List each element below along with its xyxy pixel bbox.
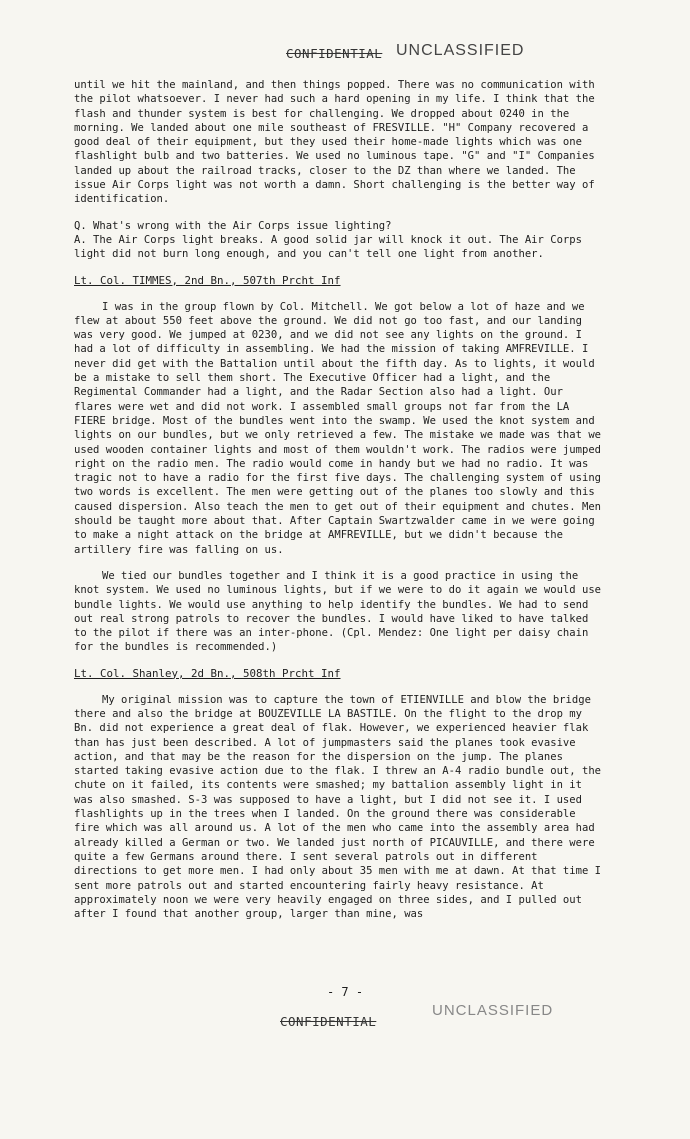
document-body [74, 78, 604, 921]
section-heading-timmes: Lt. Col. TIMMES, 2nd Bn., 507th Prcht Inf [74, 273, 341, 287]
unclassified-stamp: UNCLASSIFIED [396, 42, 525, 59]
paragraph-shanley-1: My original mission was to capture the town of ETIENVILLE and blow the bridge there and also the bridge at BOUZEVILLE LA BASTILE. On the flight to the drop my Bn. did not experience a great deal of flak. However, we experienced heavier flak than has just been described. A lot of jumpmasters said the planes took evasive action, and that may be the reason for the dispersion on the jump. The planes started taking evasive action due to the flak. I threw an A-4 radio bundle out, the chute on it failed, its contents were smashed; my battalion assembly light in it was also smashed. S-3 was supposed to have a light, but I did not see it. I used flashlights up in the trees when I landed. On the ground there was considerable fire which was all around us. A lot of the men who came into the assembly area had already killed a German or two. We landed just north of PICAUVILLE, and there were quite a few Germans around there. I sent several patrols out in different directions to get more men. I had only about 35 men with me at dawn. At that time I sent more patrols out and started encountering fairly heavy resistance. At approximately noon we were very heavily engaged on three sides, and I pulled out after I found that another group, larger than mine, was [74, 693, 602, 921]
page-number: - 7 - [326, 985, 364, 999]
paragraph-timmes-2: We tied our bundles together and I think it is a good practice in using the knot system. We used no luminous lights, but if we were to do it again we would use bundle lights. We would use anything to help identify the bundles. We had to send out real strong patrols to recover the bundles. I would have liked to have talked to the pilot if there was an inter-phone. (Cpl. Mendez: One light per daisy chain for the bundles is recommended.) [74, 569, 602, 654]
section-heading-shanley: Lt. Col. Shanley, 2d Bn., 508th Prcht Inf [74, 666, 341, 680]
unclassified-stamp-footer: UNCLASSIFIED [432, 1002, 554, 1019]
confidential-stamp-struck: CONFIDENTIAL [286, 46, 383, 61]
page-header [280, 40, 580, 64]
paragraph-timmes-1: I was in the group flown by Col. Mitchell. We got below a lot of haze and we flew at about 550 feet above the ground. We did not go too fast, and our landing was very good. We jumped at 0230, and we did not see any lights on the ground. I had a lot of difficulty in assembling. We had the mission of taking AMFREVILLE. I never did get with the Battalion until about the fifth day. As to lights, it would be a mistake to sell them short. The Executive Officer had a light, and the Regimental Commander had a light, and the Radar Section also had a light. Our flares were wet and did not work. I assembled small groups not far from the LA FIERE bridge. Most of the bundles went into the swamp. We used the knot system and lights on our bundles, but we only retrieved a few. The mistake we made was that we used wooden container lights and most of them wouldn't work. The radios were jumped right on the radio men. The radio would come in handy but we had no radio. It was tragic not to have a radio for the first five days. The challenging system of using two words is excellent. The men were getting out of the planes too slowly and this caused dispersion. Also teach the men to get out of their equipment and chutes. Men should be taught more about that. After Captain Swartzwalder came in we were going to make a night attack on the bridge at AMFREVILLE, but we didn't because the artillery fire was falling on us. [74, 300, 602, 556]
paragraph-qa: Q. What's wrong with the Air Corps issue lighting? A. The Air Corps light breaks. A good solid jar will knock it out. The Air Corps light did not burn long enough, and you can't tell one light from another. [74, 219, 582, 261]
paragraph-continuation: until we hit the mainland, and then things popped. There was no communication with the pilot whatsoever. I never had such a hard opening in my life. I think that the flash and thunder system is best for challenging. We dropped about 0240 in the morning. We landed about one mile southeast of FRESVILLE. "H" Company recovered a good deal of their equipment, but they used their home-made lights which was one flashlight bulb and two batteries. We used no luminous tape. "G" and "I" Companies landed up about the railroad tracks, closer to the DZ than where we landed. The issue Air Corps light was not worth a damn. Short challenging is the better way of identification. [74, 79, 595, 206]
page-footer [280, 1002, 580, 1030]
confidential-stamp-struck-footer: CONFIDENTIAL [280, 1014, 377, 1029]
